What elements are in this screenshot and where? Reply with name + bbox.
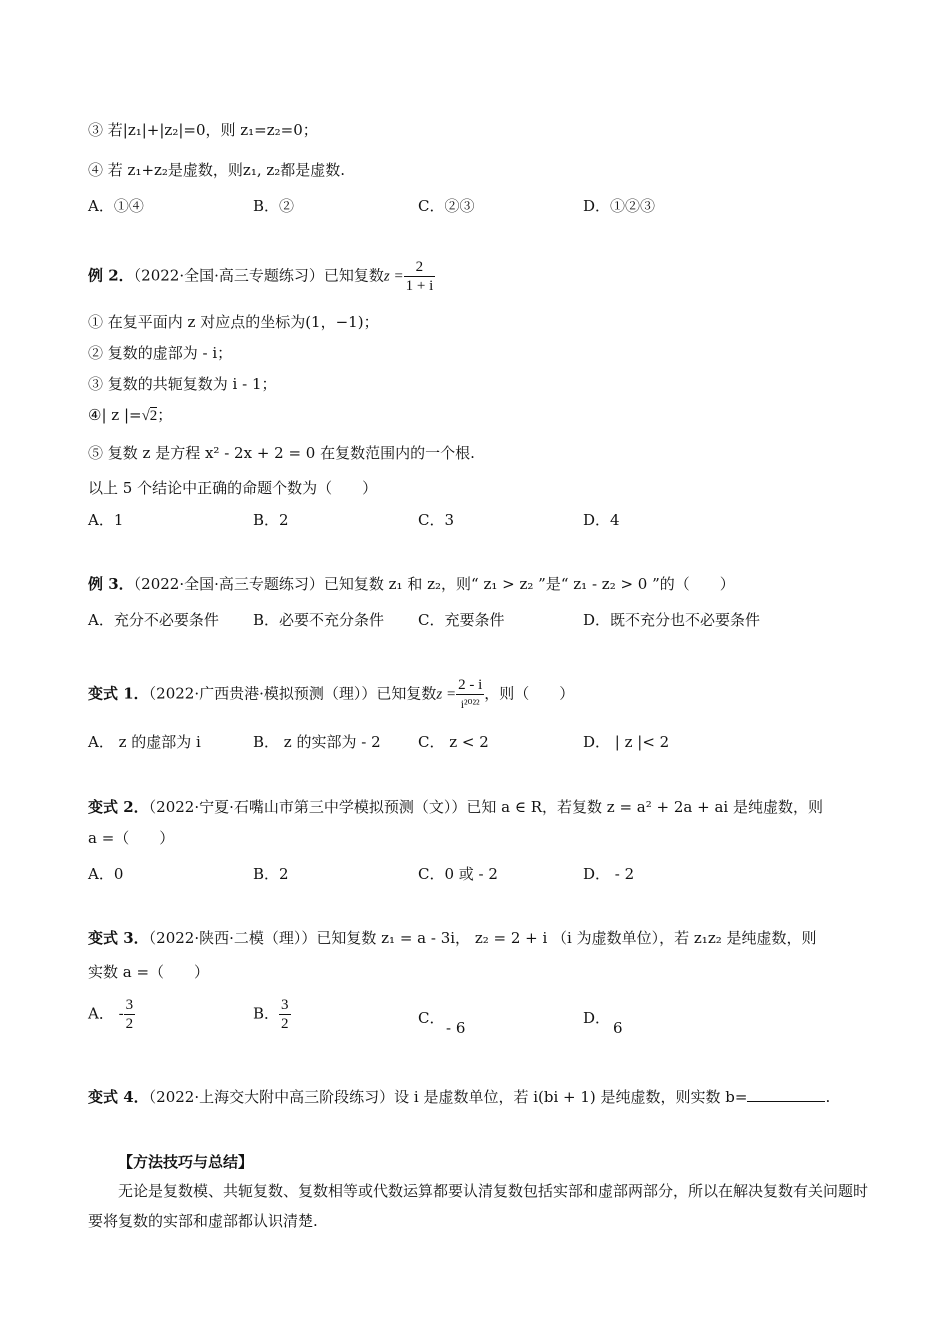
sqrt-radicand: 2 <box>149 408 158 424</box>
fraction <box>404 258 436 295</box>
option-c: C．充要条件 <box>418 611 505 629</box>
option-d-label: D． <box>583 1009 611 1027</box>
question-source: （2022·全国·高三专题练习）已知复数 <box>133 266 384 285</box>
question-source: （2022·广西贵港·模拟预测（理））已知复数 <box>148 684 437 703</box>
question-text: （2022·上海交大附中高三阶段练习）设 i 是虚数单位，若 i(bi + 1) 是纯虚数，则实数 b= <box>148 1088 748 1106</box>
summary-heading: 【方法技巧与总结】 <box>118 1153 254 1171</box>
answer-blank[interactable] <box>747 1087 825 1102</box>
fraction <box>456 676 484 713</box>
option-a: A．1 <box>88 511 124 529</box>
variant-1-question <box>88 676 574 713</box>
statement-3: ③ 若|z₁|+|z₂|=0，则 z₁=z₂=0； <box>88 121 318 139</box>
variant-label: 变式 3． <box>88 929 149 947</box>
statement-5: ⑤ 复数 z 是方程 x² - 2x + 2 = 0 在复数范围内的一个根. <box>88 444 475 462</box>
statement-4: ④ 若 z₁+z₂是虚数，则z₁, z₂都是虚数. <box>88 161 346 179</box>
variant-3-question <box>88 928 817 948</box>
option-b-label: B． <box>253 1004 280 1023</box>
sqrt-symbol: √2 <box>141 408 158 424</box>
option-a: A．充分不必要条件 <box>88 611 219 629</box>
option-c: C．3 <box>418 511 455 529</box>
option-c <box>418 1008 444 1028</box>
option-b: B． z 的实部为 - 2 <box>253 733 381 751</box>
question-tail: ，则（ ） <box>484 684 575 703</box>
question-end: . <box>825 1088 831 1106</box>
example-3-question <box>88 574 735 594</box>
statement-1: ① 在复平面内 z 对应点的坐标为(1，−1)； <box>88 313 379 331</box>
statement-4-suffix: ； <box>157 406 173 424</box>
option-b: B．② <box>253 197 295 215</box>
fraction-denominator: 2 <box>281 1016 289 1032</box>
fraction-numerator: 2 - i <box>458 677 483 693</box>
fraction-denominator: 1 + i <box>405 278 434 294</box>
question-text: （2022·全国·高三专题练习）已知复数 z₁ 和 z₂，则“ z₁ > z₂ ”是“ z₁ - z₂ > 0 ”的（ ） <box>133 575 735 593</box>
statement-2: ② 复数的虚部为 - i； <box>88 344 233 362</box>
option-d: D．①②③ <box>583 197 656 215</box>
fraction <box>279 996 291 1033</box>
option-a: A．0 <box>88 865 124 883</box>
example-2-question <box>88 258 435 295</box>
option-b: B．2 <box>253 865 289 883</box>
formula-lhs: z = <box>383 268 404 285</box>
question-line-2: 实数 a =（ ） <box>88 963 210 981</box>
summary-body: 无论是复数模、共轭复数、复数相等或代数运算都要认清复数包括实部和虚部两部分，所以在解决复数有关问题时要将复数的实部和虚部都认识清楚. <box>88 1182 869 1230</box>
formula-lhs: z = <box>436 686 457 703</box>
option-d: D．4 <box>583 511 620 529</box>
statement-4-prefix: ④| z |= <box>88 406 142 424</box>
option-d-value: 6 <box>613 1019 623 1037</box>
option-c-value: - 6 <box>446 1019 466 1037</box>
option-d <box>583 1008 610 1028</box>
variant-2-question <box>88 797 823 817</box>
option-c: C．0 或 - 2 <box>418 865 498 883</box>
option-d: D． | z |< 2 <box>583 733 670 751</box>
option-b: B．必要不充分条件 <box>253 611 385 629</box>
option-c: C． z < 2 <box>418 733 489 751</box>
option-c-label: C． <box>418 1009 445 1027</box>
fraction-numerator: 3 <box>125 997 134 1013</box>
variant-label: 变式 2． <box>88 798 149 816</box>
fraction-numerator: 3 <box>281 997 289 1013</box>
variant-label: 变式 1． <box>88 684 149 703</box>
fraction-denominator: i²⁰²² <box>460 697 480 711</box>
variant-4-question <box>88 1087 830 1107</box>
fraction-numerator: 2 <box>404 258 436 277</box>
option-c: C．②③ <box>418 197 475 215</box>
option-a <box>88 996 135 1033</box>
question-text: （2022·宁夏·石嘴山市第三中学模拟预测（文））已知 a ∈ R，若复数 z = a² + 2a + ai 是纯虚数，则 <box>148 798 823 816</box>
statement-4 <box>88 405 172 426</box>
question-text: （2022·陕西·二模（理））已知复数 z₁ = a - 3i， z₂ = 2 + i （i 为虚数单位），若 z₁z₂ 是纯虚数，则 <box>148 929 817 947</box>
variant-label: 变式 4． <box>88 1088 149 1106</box>
example-label: 例 2． <box>88 266 134 285</box>
statement-3: ③ 复数的共轭复数为 i - 1； <box>88 375 277 393</box>
option-b <box>253 996 291 1033</box>
option-d: D． - 2 <box>583 865 635 883</box>
fraction-denominator: 2 <box>125 1016 134 1032</box>
option-b: B．2 <box>253 511 289 529</box>
option-d: D．既不充分也不必要条件 <box>583 611 761 629</box>
option-a: A．①④ <box>88 197 144 215</box>
question-line-2: a =（ ） <box>88 829 175 847</box>
question-prompt: 以上 5 个结论中正确的命题个数为（ ） <box>88 479 378 497</box>
fraction <box>124 996 136 1033</box>
option-a: A． z 的虚部为 i <box>88 733 201 751</box>
example-label: 例 3． <box>88 575 134 593</box>
option-a-label: A． - <box>88 1004 124 1023</box>
